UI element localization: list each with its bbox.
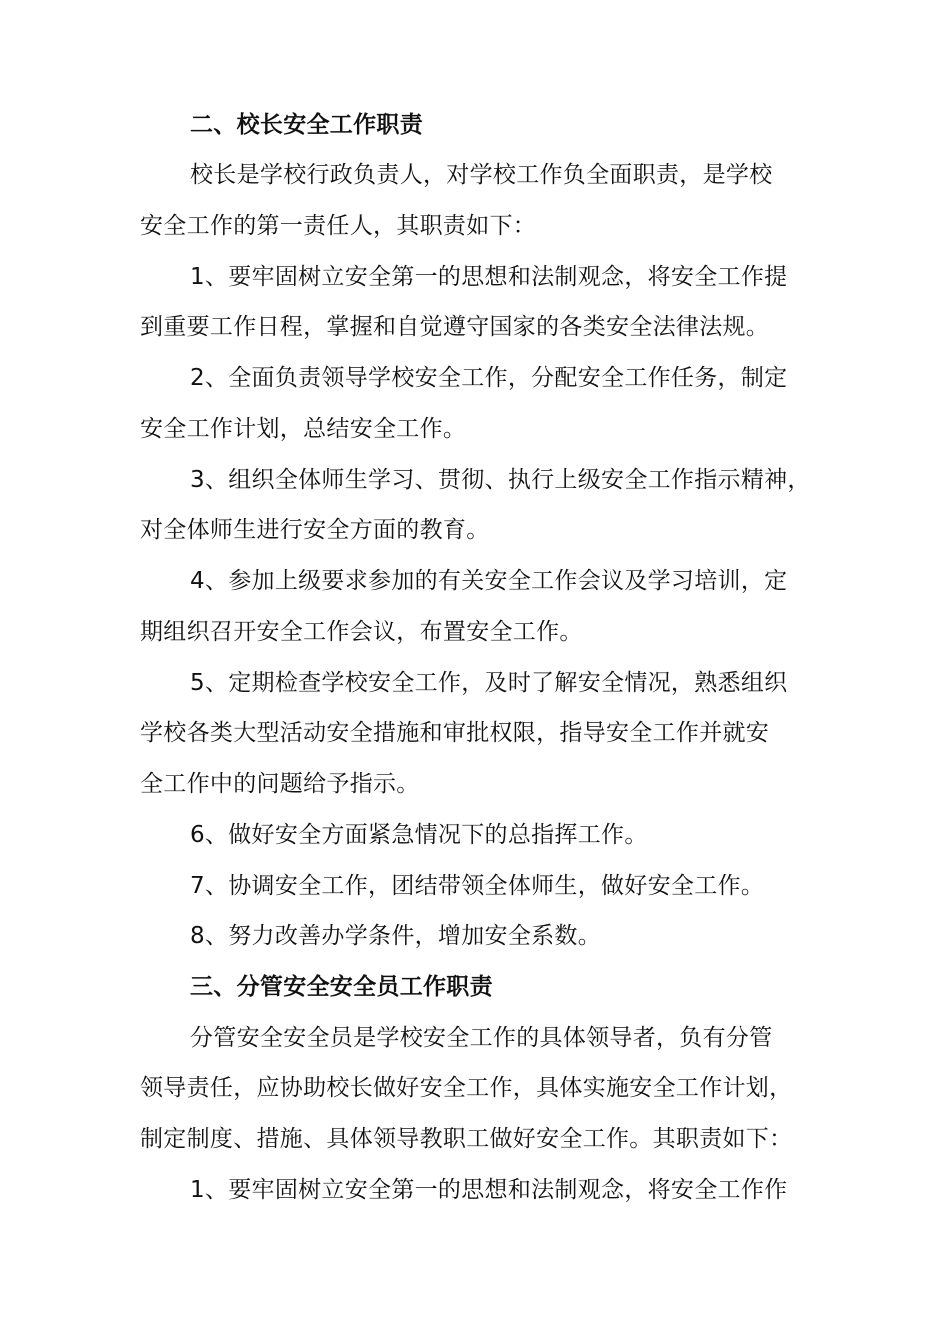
list-item-line: 5、定期检查学校安全工作，及时了解安全情况，熟悉组织 [190, 670, 788, 696]
paragraph-line: 领导责任，应协助校长做好安全工作，具体实施安全工作计划， [140, 1075, 793, 1101]
list-item-line: 全工作中的问题给予指示。 [140, 771, 420, 797]
list-item-line: 4、参加上级要求参加的有关安全工作会议及学习培训，定 [190, 568, 788, 594]
paragraph-line: 校长是学校行政负责人，对学校工作负全面职责，是学校 [190, 162, 773, 188]
paragraph-line: 安全工作的第一责任人，其职责如下： [140, 213, 537, 239]
paragraph-line: 制定制度、措施、具体领导教职工做好安全工作。其职责如下： [140, 1126, 793, 1152]
list-item-line: 1、要牢固树立安全第一的思想和法制观念，将安全工作提 [190, 264, 788, 290]
list-item-line: 3、组织全体师生学习、贯彻、执行上级安全工作指示精神， [190, 467, 811, 493]
list-item-line: 2、全面负责领导学校安全工作，分配安全工作任务，制定 [190, 365, 788, 391]
list-item-line: 期组织召开安全工作会议，布置安全工作。 [140, 619, 583, 645]
list-item-line: 6、做好安全方面紧急情况下的总指挥工作。 [190, 822, 648, 848]
list-item-line: 8、努力改善办学条件，增加安全系数。 [190, 923, 602, 949]
section-heading-safety-officer: 三、分管安全安全员工作职责 [190, 974, 493, 1000]
list-item-line: 到重要工作日程，掌握和自觉遵守国家的各类安全法律法规。 [140, 314, 770, 340]
list-item-line: 对全体师生进行安全方面的教育。 [140, 517, 490, 543]
list-item-line: 安全工作计划，总结安全工作。 [140, 416, 467, 442]
list-item-line: 7、协调安全工作，团结带领全体师生，做好安全工作。 [190, 873, 765, 899]
section-heading-principal: 二、校长安全工作职责 [190, 112, 423, 138]
list-item-line: 1、要牢固树立安全第一的思想和法制观念，将安全工作作 [190, 1177, 788, 1203]
paragraph-line: 分管安全安全员是学校安全工作的具体领导者，负有分管 [190, 1025, 773, 1051]
list-item-line: 学校各类大型活动安全措施和审批权限，指导安全工作并就安 [140, 720, 770, 746]
